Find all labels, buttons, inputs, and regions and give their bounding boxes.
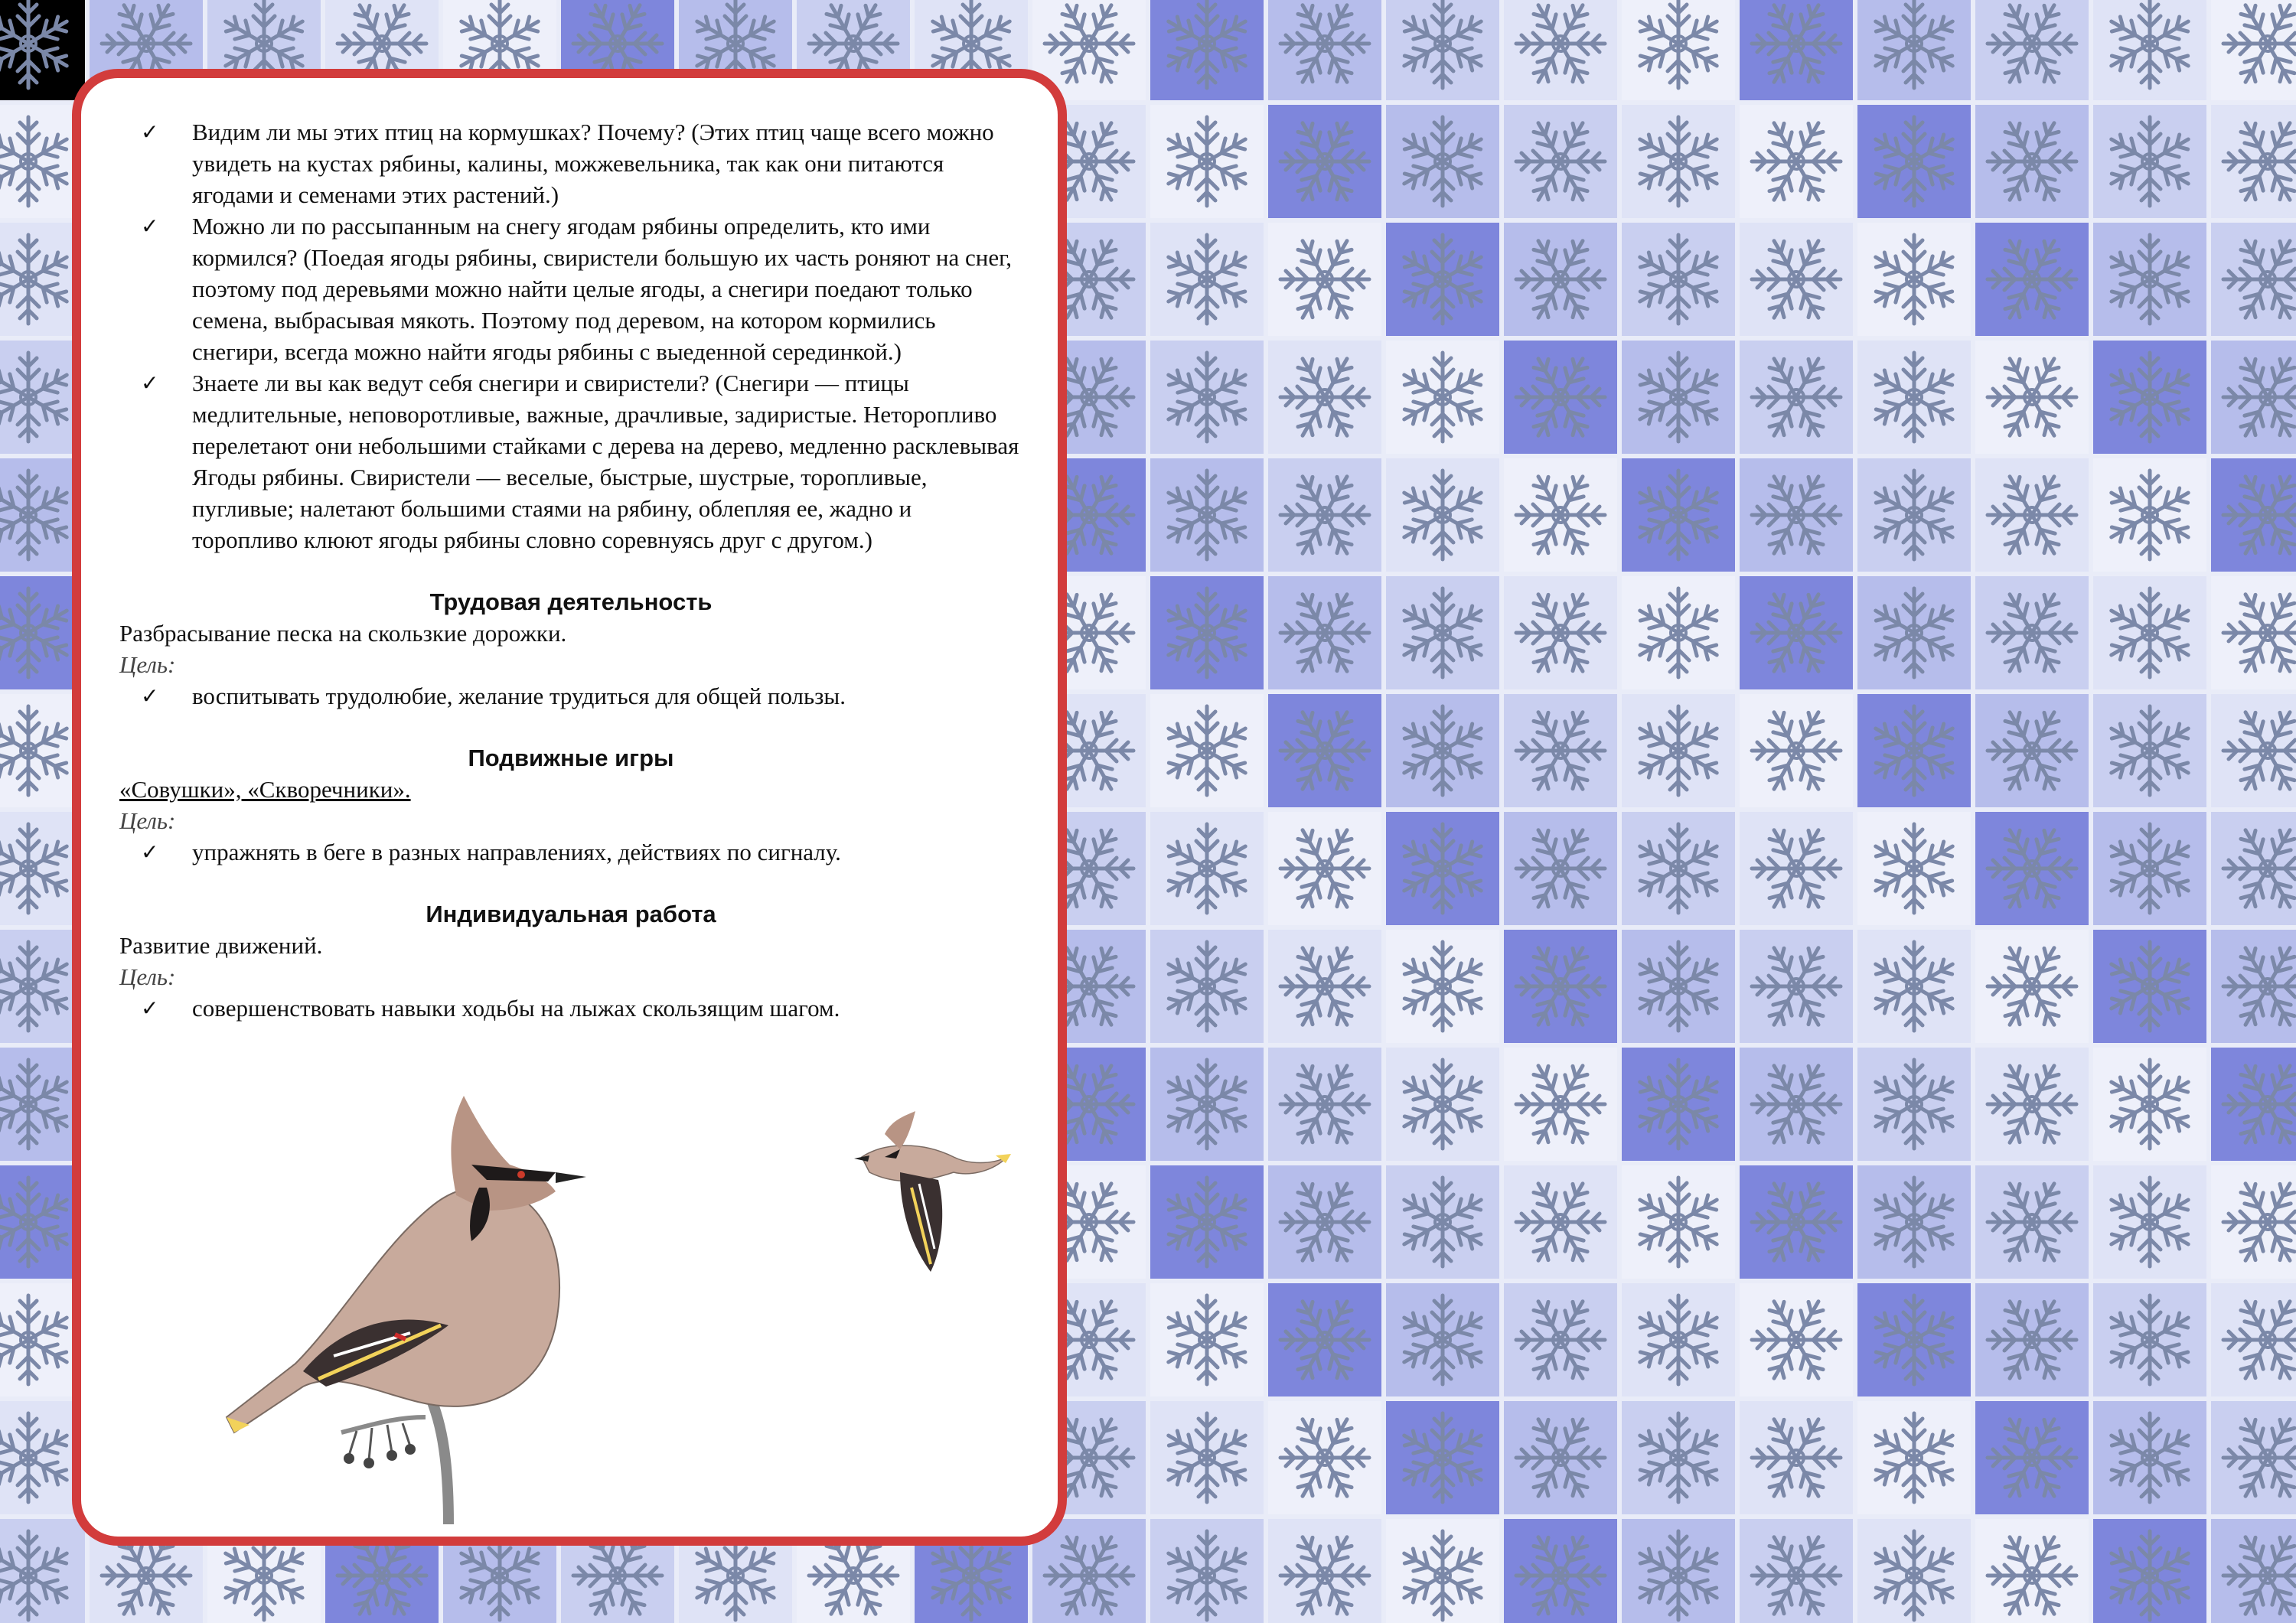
labor-goal-list — [119, 680, 1022, 712]
snowflake-tile — [0, 1519, 85, 1623]
labor-goal-label: Цель: — [119, 651, 176, 678]
labor-heading: Трудовая деятельность — [429, 588, 713, 615]
check-mark-icon: ✓ — [141, 119, 159, 145]
labor-task: Разбрасывание песка на скользкие дорожки. — [119, 620, 567, 647]
list-item: ✓ совершенствовать навыки ходьбы на лыжах скользящим шагом. — [119, 992, 1022, 1024]
check-mark-icon: ✓ — [141, 996, 159, 1021]
content-card — [72, 69, 1067, 1546]
list-item: ✓ упражнять в беге в разных направлениях, действиях по сигналу. — [119, 836, 1022, 868]
waxwing-perched-illustration — [219, 1096, 709, 1524]
list-item: ✓ Знаете ли вы как ведут себя снегири и свиристели? (Снегири — птицы медлительные, неповоротливые, важные, драчливые, задиристые. Неторопливо перелетают они небольшими стайками с дерева на дерево, медленно расклевывая Ягоды рябины. Свиристели — веселые, быстрые, шустрые, торопливые, пугливые; налетают большими стаями на рябину, облепляя ее, жадно и торопливо клюют ягоды рябины словно соревнуясь друг с другом.) — [119, 367, 1022, 556]
check-mark-icon: ✓ — [141, 839, 159, 865]
card-content — [119, 116, 1022, 1024]
games-heading: Подвижные игры — [468, 745, 674, 771]
games-task: «Совушки», «Скворечники». — [119, 776, 411, 803]
individual-task: Развитие движений. — [119, 932, 323, 959]
snowflake-tile — [1504, 1519, 1617, 1623]
list-item: ✓ Можно ли по рассыпанным на снегу ягодам рябины определить, кто ими кормился? (Поедая ягоды рябины, свиристели большую их часть роняют на снег, поэтому под деревьями можно найти целые ягоды, а снегири поедают только семена, выбрасывая мякоть. Поэтому под деревом, на котором кормились снегири, всегда можно найти ягоды рябины с выеденной серединкой.) — [119, 210, 1022, 367]
games-goal-label: Цель: — [119, 807, 176, 834]
list-item: ✓ воспитывать трудолюбие, желание трудиться для общей пользы. — [119, 680, 1022, 712]
check-mark-icon: ✓ — [141, 370, 159, 396]
snowflake-tile — [1740, 1519, 1853, 1623]
list-item: ✓ Видим ли мы этих птиц на кормушках? Почему? (Этих птиц чаще всего можно увидеть на кустах рябины, калины, можжевельника, так как они питаются ягодами и семенами этих растений.) — [119, 116, 1022, 210]
games-goal-list — [119, 836, 1022, 868]
individual-goal-label: Цель: — [119, 963, 176, 990]
intro-question-list — [119, 116, 1022, 556]
check-mark-icon: ✓ — [141, 213, 159, 239]
snowflake-tile — [1975, 1519, 2089, 1623]
individual-heading: Индивидуальная работа — [426, 901, 716, 927]
individual-goal-list — [119, 992, 1022, 1024]
snowflake-tile — [1268, 1519, 1381, 1623]
check-mark-icon: ✓ — [141, 683, 159, 709]
waxwing-flying-illustration — [839, 1111, 1015, 1279]
